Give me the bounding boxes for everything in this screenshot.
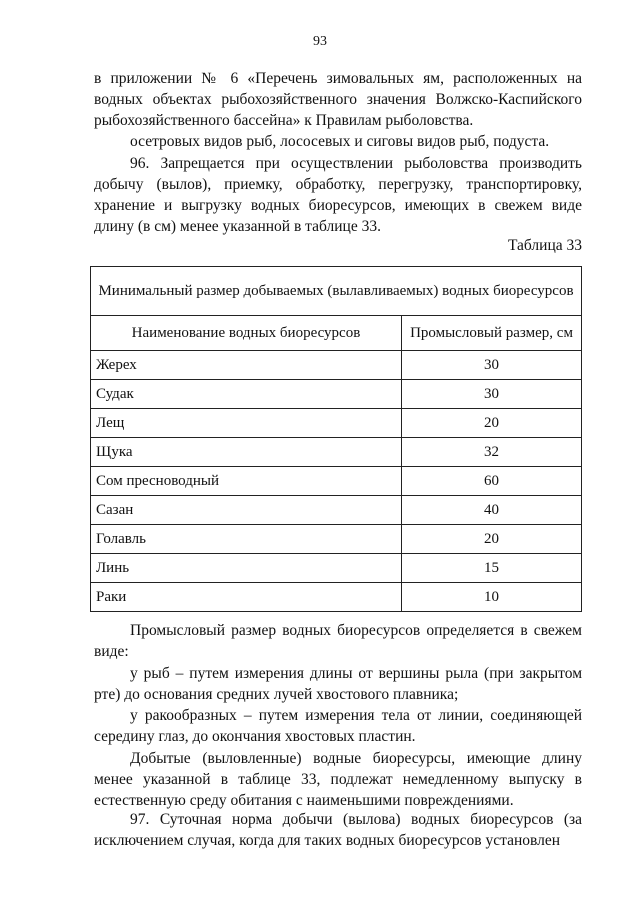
species-size: 20 [402, 409, 582, 438]
species-size: 32 [402, 438, 582, 467]
species-size: 40 [402, 496, 582, 525]
size-table [90, 266, 582, 612]
paragraph: Добытые (выловленные) водные биоресурсы, имеющие длину менее указанной в таблице 33, подлежат немедленному выпуску в естественную среду обитания с наименьшими повреждениями. [94, 750, 582, 809]
table-row [91, 380, 582, 409]
table-row [91, 583, 582, 612]
paragraph: у ракообразных – путем измерения тела от линии, соединяющей середину глаз, до окончания хвостовых пластин. [94, 707, 582, 745]
species-size: 15 [402, 554, 582, 583]
species-size: 30 [402, 351, 582, 380]
paragraph: в приложении № 6 «Перечень зимовальных ям, расположенных на водных объектах рыбохозяйственного значения Волжско-Каспийского рыбохозяйственного бассейна» к Правилам рыболовства. [94, 70, 582, 129]
paragraph: 97. Суточная норма добычи (вылова) водных биоресурсов (за исключением случая, когда для таких водных биоресурсов установлен [94, 811, 582, 849]
table-row [91, 525, 582, 554]
species-size: 30 [402, 380, 582, 409]
species-name: Жерех [91, 351, 402, 380]
species-name: Щука [91, 438, 402, 467]
paragraph: Промысловый размер водных биоресурсов определяется в свежем виде: [94, 622, 582, 660]
table-row [91, 409, 582, 438]
table-row [91, 496, 582, 525]
page-number: 93 [313, 34, 327, 49]
paragraph: осетровых видов рыб, лососевых и сиговы видов рыб, подуста. [130, 133, 550, 150]
paragraph: у рыб – путем измерения длины от вершины рыла (при закрытом рте) до основания средних лучей хвостового плавника; [94, 665, 582, 703]
paragraph: 96. Запрещается при осуществлении рыболовства производить добычу (вылов), приемку, обработку, перегрузку, транспортировку, хранение и выгрузку водных биоресурсов, имеющих в свежем виде длину (в см) менее указанной в таблице 33. [94, 155, 582, 235]
species-name: Сом пресноводный [91, 467, 402, 496]
table-row [91, 438, 582, 467]
species-name: Голавль [91, 525, 402, 554]
species-size: 10 [402, 583, 582, 612]
species-name: Раки [91, 583, 402, 612]
species-name: Лещ [91, 409, 402, 438]
species-size: 20 [402, 525, 582, 554]
species-name: Сазан [91, 496, 402, 525]
column-header-name: Наименование водных биоресурсов [91, 316, 402, 351]
table-row [91, 467, 582, 496]
species-name: Линь [91, 554, 402, 583]
table-label: Таблица 33 [507, 237, 582, 254]
table-row [91, 351, 582, 380]
table-row [91, 554, 582, 583]
species-name: Судак [91, 380, 402, 409]
species-size: 60 [402, 467, 582, 496]
column-header-size: Промысловый размер, см [402, 316, 582, 351]
table-caption: Минимальный размер добываемых (вылавливаемых) водных биоресурсов [91, 267, 582, 316]
